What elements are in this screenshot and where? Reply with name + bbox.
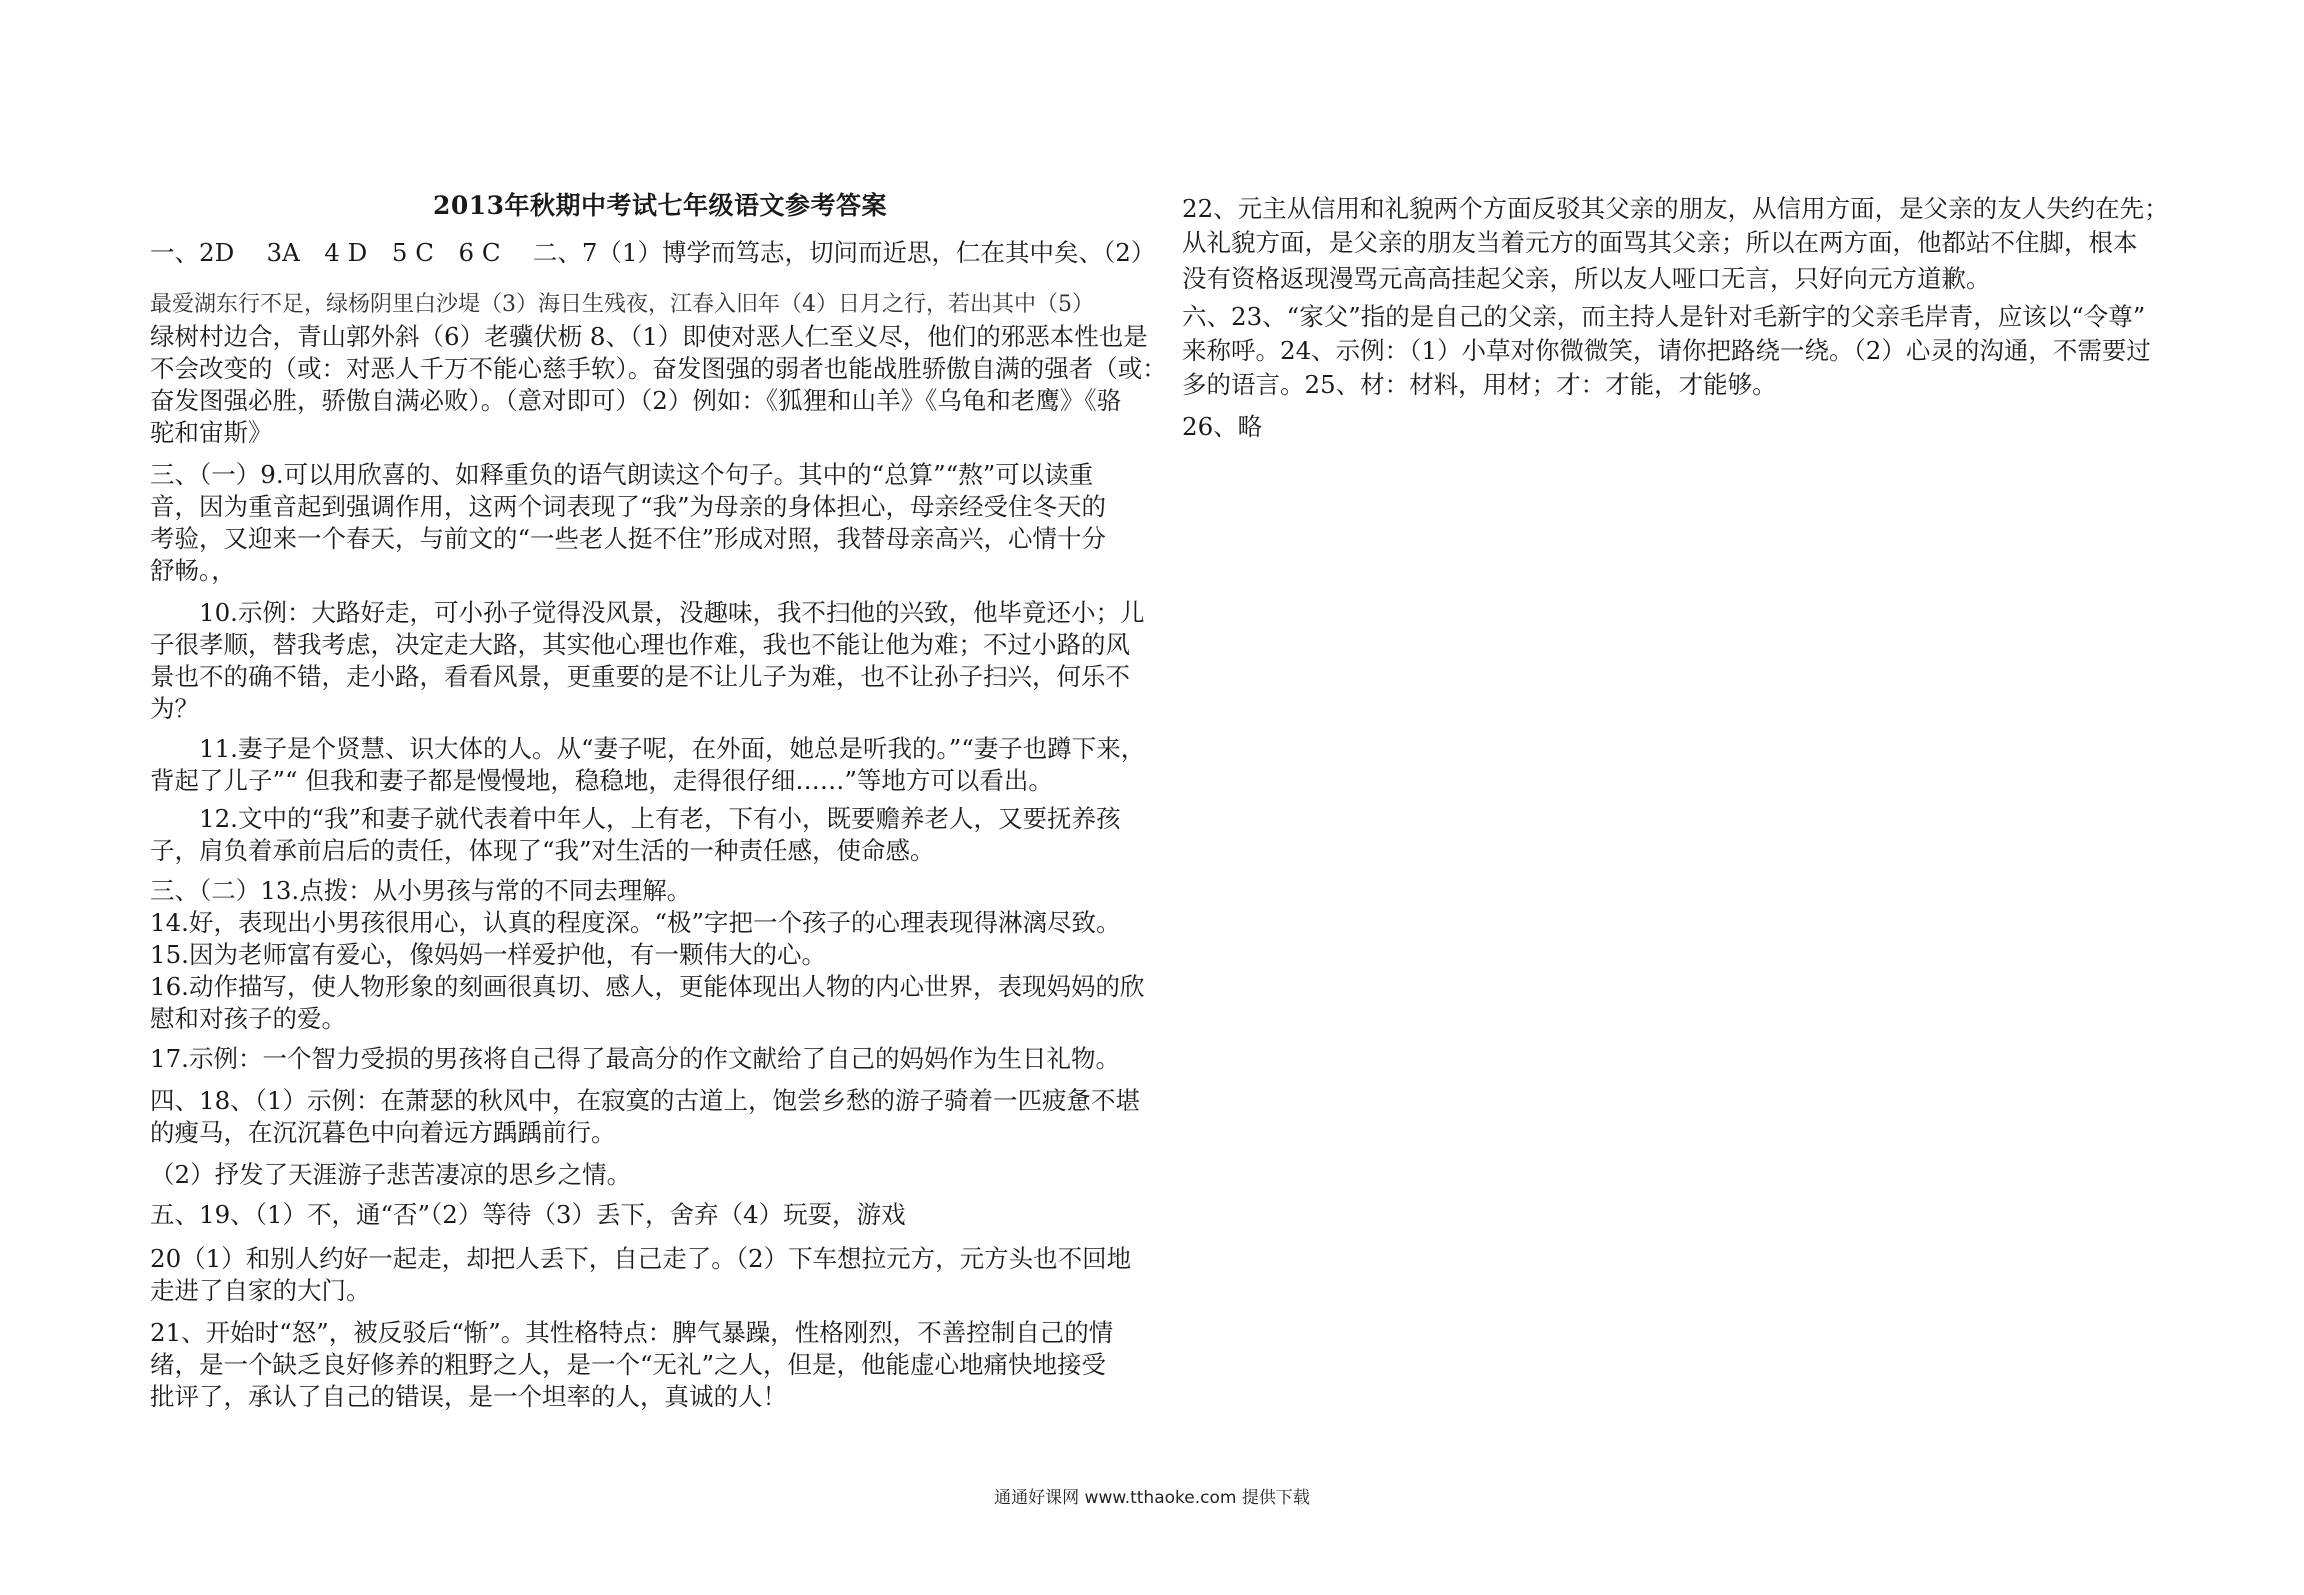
answer-line: 三、（一）9.可以用欣喜的、如释重负的语气朗读这个句子。其中的“总算”“熬”可以读重 — [150, 460, 1094, 489]
answer-line: 景也不的确不错，走小路，看看风景，更重要的是不让儿子为难，也不让孙子扫兴，何乐不 — [150, 662, 1130, 691]
answer-line: 没有资格返现漫骂元高高挂起父亲，所以友人哑口无言，只好向元方道歉。 — [1182, 264, 1991, 293]
answer-line: 为？ — [150, 694, 199, 723]
answer-line: 的瘦马，在沉沉暮色中向着远方踽踽前行。 — [150, 1118, 616, 1147]
document-title: 2013年秋期中考试七年级语文参考答案 — [432, 191, 888, 220]
answer-line: 音，因为重音起到强调作用，这两个词表现了“我”为母亲的身体担心，母亲经受住冬天的 — [150, 492, 1107, 521]
answer-line: 来称呼。24、示例：（1）小草对你微微笑，请你把路绕一绕。（2）心灵的沟通，不需要过 — [1182, 336, 2151, 365]
answer-line: 子很孝顺，替我考虑，决定走大路，其实他心理也作难，我也不能让他为难；不过小路的风 — [150, 630, 1130, 659]
answer-line: （2）抒发了天涯游子悲苦凄凉的思乡之情。 — [150, 1160, 632, 1189]
answer-line: 17.示例：一个智力受损的男孩将自己得了最高分的作文献给了自己的妈妈作为生日礼物。 — [150, 1044, 1120, 1073]
footer-credit: 通通好课网 www.tthaoke.com 提供下载 — [994, 1488, 1310, 1508]
answer-line: 驼和宙斯》 — [150, 418, 273, 447]
answer-line: 绿树村边合，青山郭外斜（6）老骥伏枥 8、（1）即使对恶人仁至义尽，他们的邪恶本性也是 — [150, 322, 1148, 351]
answer-line: 四、18、（1）示例：在萧瑟的秋风中，在寂寞的古道上，饱尝乡愁的游子骑着一匹疲惫不堪 — [150, 1086, 1141, 1115]
answer-line: 三、（二）13.点拨：从小男孩与常的不同去理解。 — [150, 876, 692, 905]
answer-line: 五、19、（1）不，通“否”（2）等待（3）丢下，舍弃（4）玩耍，游戏 — [150, 1200, 906, 1229]
answer-line: 12.文中的“我”和妻子就代表着中年人，上有老，下有小，既要赡养老人，又要抚养孩 — [150, 804, 1121, 833]
answer-line: 一、2D 3A 4 D 5 C 6 C 二、7（1）博学而笃志，切问而近思，仁在其中矣、（2） — [150, 238, 1156, 267]
answer-line: 16.动作描写，使人物形象的刻画很真切、感人，更能体现出人物的内心世界，表现妈妈的欣 — [150, 972, 1145, 1001]
answer-line: 考验，又迎来一个春天，与前文的“一些老人挺不住”形成对照，我替母亲高兴，心情十分 — [150, 524, 1107, 553]
answer-line: 绪，是一个缺乏良好修养的粗野之人，是一个“无礼”之人，但是，他能虚心地痛快地接受 — [150, 1350, 1107, 1379]
answer-line: 批评了，承认了自己的错误，是一个坦率的人，真诚的人！ — [150, 1382, 787, 1411]
answer-line: 22、元主从信用和礼貌两个方面反驳其父亲的朋友，从信用方面，是父亲的友人失约在先； — [1182, 194, 2169, 223]
answer-line: 从礼貌方面，是父亲的朋友当着元方的面骂其父亲；所以在两方面，他都站不住脚，根本 — [1182, 228, 2138, 257]
answer-line: 奋发图强必胜，骄傲自满必败）。（意对即可）（2）例如：《狐狸和山羊》《乌龟和老鹰》《骆 — [150, 386, 1122, 415]
answer-line: 多的语言。25、材：材料，用材；才：才能，才能够。 — [1182, 370, 1777, 399]
answer-line: 六、23、“家父”指的是自己的父亲，而主持人是针对毛新宇的父亲毛岸青，应该以“令尊” — [1182, 302, 2146, 331]
answer-line: 20（1）和别人约好一起走，却把人丢下，自己走了。（2）下车想拉元方，元方头也不回地 — [150, 1244, 1132, 1273]
answer-line: 慰和对孩子的爱。 — [150, 1004, 346, 1033]
answer-line: 背起了儿子”“ 但我和妻子都是慢慢地，稳稳地，走得很仔细……”等地方可以看出。 — [150, 766, 1053, 795]
answer-line: 最爱湖东行不足，绿杨阴里白沙堤（3）海日生残夜，江春入旧年（4）日月之行，若出其中（5） — [150, 292, 1094, 317]
answer-line: 舒畅。， — [150, 556, 236, 585]
answer-line: 14.好，表现出小男孩很用心，认真的程度深。“极”字把一个孩子的心理表现得淋漓尽致。 — [150, 908, 1121, 937]
answer-line: 15.因为老师富有爱心，像妈妈一样爱护他，有一颗伟大的心。 — [150, 940, 826, 969]
answer-line: 26、略 — [1182, 412, 1263, 441]
answer-line: 10.示例：大路好走，可小孙子觉得没风景，没趣味，我不扫他的兴致，他毕竟还小；儿 — [150, 598, 1145, 627]
answer-line: 不会改变的（或：对恶人千万不能心慈手软）。奋发图强的弱者也能战胜骄傲自满的强者（或： — [150, 354, 1167, 383]
answer-line: 21、开始时“怒”，被反驳后“惭”。其性格特点：脾气暴躁，性格刚烈，不善控制自己的情 — [150, 1318, 1114, 1347]
answer-line: 11.妻子是个贤慧、识大体的人。从“妻子呢，在外面，她总是听我的。”“妻子也蹲下来， — [150, 734, 1146, 763]
answer-line: 走进了自家的大门。 — [150, 1276, 371, 1305]
answer-line: 子，肩负着承前启后的责任，体现了“我”对生活的一种责任感，使命感。 — [150, 836, 935, 865]
